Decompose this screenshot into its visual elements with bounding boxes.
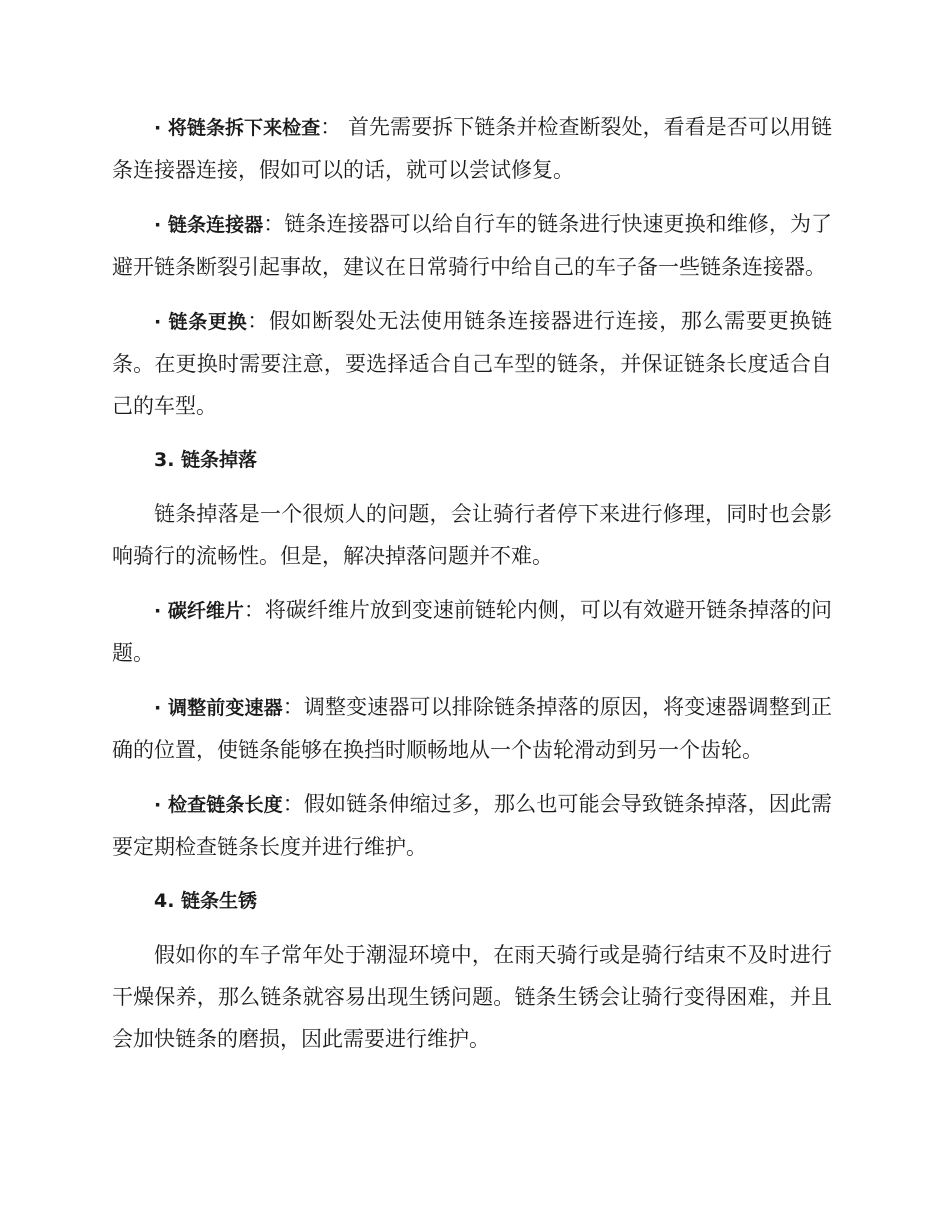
item-term: · 链条更换 <box>154 311 248 333</box>
item-text: 调整变速器可以排除链条掉落的原因，将变速器调整到正确的位置，使链条能够在换挡时顺畅地从一个齿轮滑动到另一个齿轮。 <box>112 695 833 762</box>
list-item-front-derailleur <box>112 686 832 771</box>
paragraph-chain-rust-intro: 假如你的车子常年处于潮湿环境中，在雨天骑行或是骑行结束不及时进行干燥保养，那么链条就容易出现生锈问题。链条生锈会让骑行变得困难，并且会加快链条的磨损，因此需要进行维护。 <box>112 943 832 1051</box>
item-term: · 链条连接器 <box>154 214 264 236</box>
list-item-chain-length <box>112 783 832 868</box>
item-separator: ： <box>263 212 285 236</box>
section-heading-chain-rust: 4. 链条生锈 <box>154 890 258 912</box>
document-body <box>112 106 832 1072</box>
item-text: 假如断裂处无法使用链条连接器进行连接，那么需要更换链条。在更换时需要注意，要选择适合自己车型的链条，并保证链条长度适合自己的车型。 <box>112 309 832 418</box>
item-text: 将碳纤维片放到变速前链轮内侧，可以有效避开链条掉落的问题。 <box>112 598 832 665</box>
item-term: · 将链条拆下来检查 <box>154 117 321 139</box>
list-item-carbon-plate <box>112 589 832 674</box>
item-separator: ： <box>247 309 269 333</box>
item-term: · 调整前变速器 <box>154 697 283 719</box>
item-separator: ： <box>282 695 304 719</box>
item-separator: ： <box>243 598 265 622</box>
item-text: 链条连接器可以给自行车的链条进行快速更换和维修，为了避开链条断裂引起事故，建议在日常骑行中给自己的车子备一些链条连接器。 <box>112 212 833 279</box>
list-item-chain-connector <box>112 203 832 288</box>
item-term: · 检查链条长度 <box>154 794 283 816</box>
item-separator: ： <box>282 792 304 816</box>
section-heading-chain-drop: 3. 链条掉落 <box>154 449 258 471</box>
paragraph-chain-drop-intro: 链条掉落是一个很烦人的问题，会让骑行者停下来进行修理，同时也会影响骑行的流畅性。但是，解决掉落问题并不难。 <box>112 502 832 568</box>
list-item-inspect-chain <box>112 106 832 191</box>
item-term: · 碳纤维片 <box>154 600 244 622</box>
item-text: 首先需要拆下链条并检查断裂处，看看是否可以用链条连接器连接，假如可以的话，就可以尝试修复。 <box>112 115 832 182</box>
list-item-chain-replace <box>112 300 832 427</box>
item-text: 假如链条伸缩过多，那么也可能会导致链条掉落，因此需要定期检查链条长度并进行维护。 <box>112 792 833 859</box>
item-separator: ： <box>320 115 342 139</box>
